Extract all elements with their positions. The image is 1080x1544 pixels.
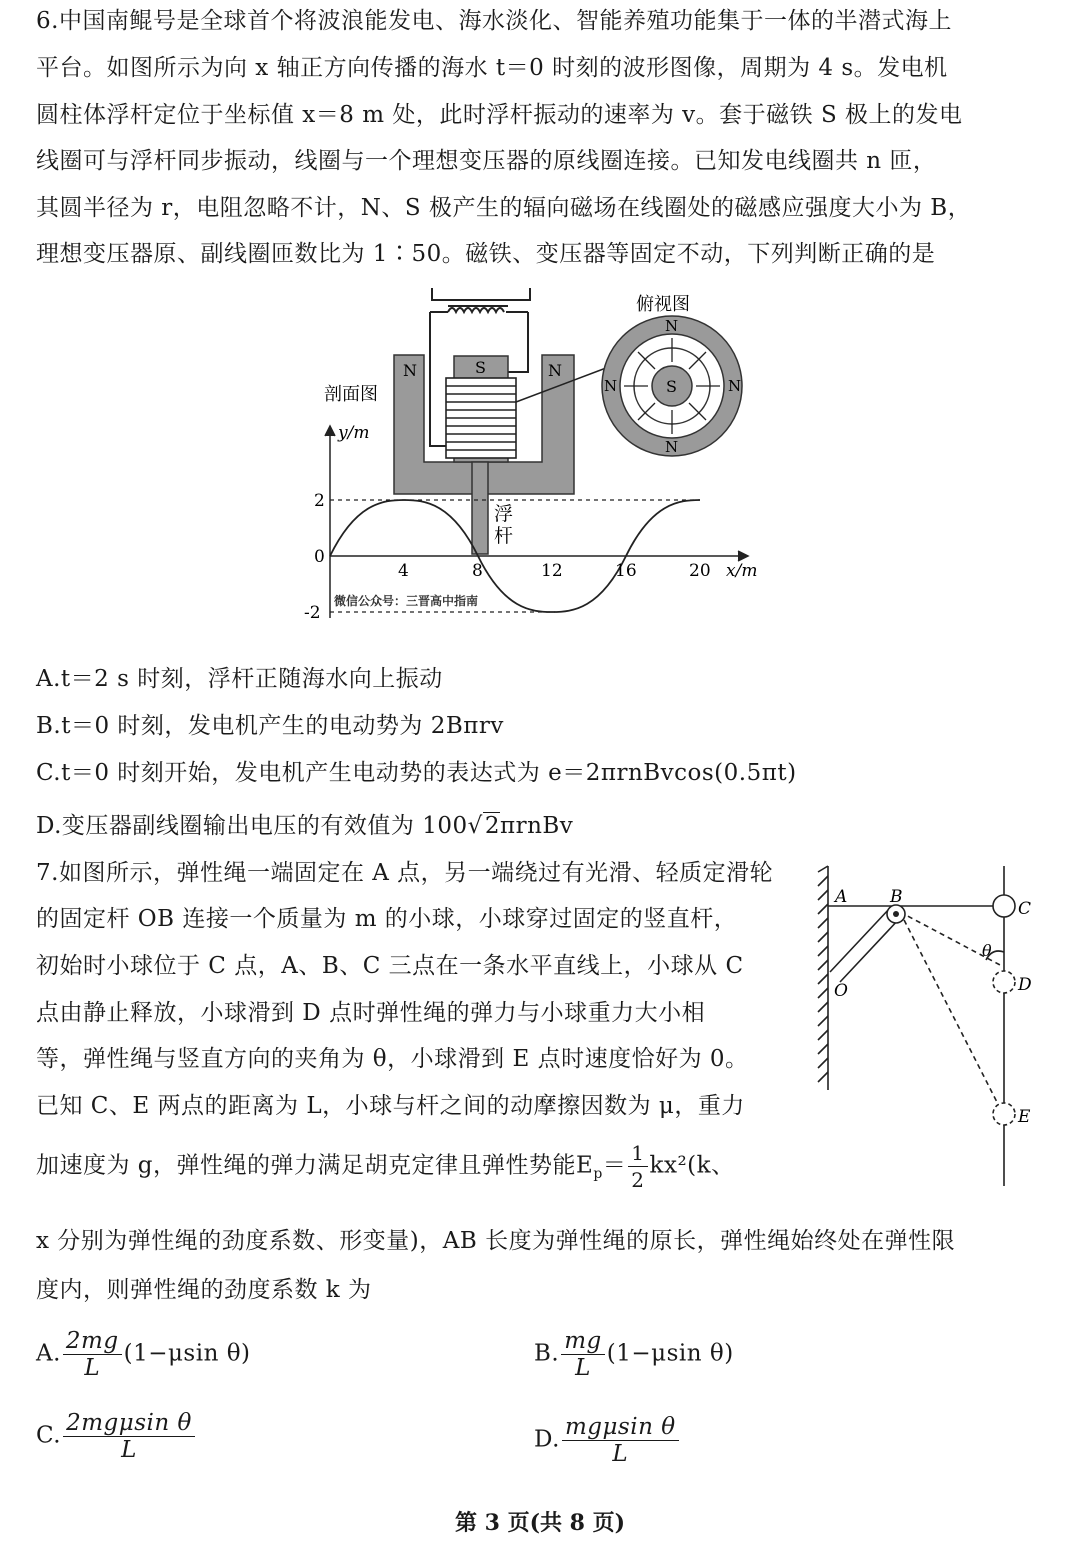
q6-option-a: A.t＝2 s 时刻，浮杆正随海水向上振动 — [36, 666, 443, 692]
pole-s-center: S — [475, 358, 486, 377]
q7-option-a-label: A. — [36, 1340, 61, 1367]
q7-line-7-prefix: 加速度为 g，弹性绳的弹力满足胡克定律且弹性势能E — [36, 1152, 594, 1179]
q7-line-8: x 分别为弹性绳的劲度系数、形变量)，AB 长度为弹性绳的原长，弹性绳始终处在弹性限 — [36, 1228, 956, 1254]
point-d-label: D — [1018, 975, 1032, 995]
q6-line-5: 其圆半径为 r，电阻忽略不计，N、S 极产生的辐向磁场在线圈处的磁感应强度大小为 B， — [36, 195, 972, 221]
watermark: 微信公众号：三晋高中指南 — [334, 594, 479, 608]
q7-option-d-fraction — [562, 1414, 679, 1467]
pole-n-left: N — [403, 361, 417, 380]
q6-line-6: 理想变压器原、副线圈匝数比为 1∶50。磁铁、变压器等固定不动，下列判断正确的是 — [36, 241, 936, 267]
point-e-label: E — [1018, 1107, 1031, 1127]
page-footer: 第 3 页(共 8 页) — [454, 1510, 626, 1536]
float-label-1: 浮 — [494, 503, 514, 525]
q7-option-d-den: L — [612, 1441, 629, 1467]
q7-line-5: 等，弹性绳与竖直方向的夹角为 θ，小球滑到 E 点时速度恰好为 0。 — [36, 1046, 749, 1072]
x-tick-4: 4 — [398, 561, 409, 581]
top-view-pole-n-top: N — [665, 317, 679, 335]
q7-option-c — [36, 1410, 197, 1463]
q7-option-b-label: B. — [534, 1340, 560, 1367]
q7-line-6: 已知 C、E 两点的距离为 L，小球与杆之间的动摩擦因数为 μ，重力 — [36, 1093, 745, 1119]
q7-line-9: 度内，则弹性绳的劲度系数 k 为 — [36, 1277, 372, 1303]
q7-figure — [812, 860, 1052, 1190]
theta-label: θ — [982, 941, 992, 960]
q7-option-a-fraction — [63, 1328, 122, 1381]
q7-line-4: 点由静止释放，小球滑到 D 点时弹性绳的弹力与小球重力大小相 — [36, 1000, 706, 1026]
x-tick-12: 12 — [541, 561, 563, 581]
q7-line-1: 7.如图所示，弹性绳一端固定在 A 点，另一端绕过有光滑、轻质定滑轮 — [36, 860, 774, 886]
top-view-pole-n-bottom: N — [665, 438, 679, 456]
x-axis-label: x/m — [726, 561, 758, 581]
q7-half-num: 1 — [628, 1140, 647, 1167]
q6-option-d-radicand: 2 — [484, 813, 500, 839]
q7-option-d-label: D. — [534, 1426, 560, 1453]
q7-half-fraction — [628, 1140, 647, 1193]
q7-line-7 — [36, 1140, 735, 1193]
point-a-label: A — [835, 887, 848, 907]
q7-option-a-tail: (1−μsin θ) — [123, 1340, 251, 1367]
q7-option-d-num: mgμsin θ — [562, 1414, 679, 1441]
q7-option-c-den: L — [121, 1437, 137, 1463]
q6-option-d — [36, 811, 573, 841]
q6-option-d-prefix: D.变压器副线圈输出电压的有效值为 100 — [36, 813, 468, 839]
q7-option-b-tail: (1−μsin θ) — [606, 1340, 734, 1367]
y-axis-label: y/m — [338, 423, 370, 443]
q6-line-1: 6.中国南鲲号是全球首个将波浪能发电、海水淡化、智能养殖功能集于一体的半潜式海上 — [36, 8, 952, 34]
q6-line-2: 平台。如图所示为向 x 轴正方向传播的海水 t＝0 时刻的波形图像，周期为 4 s。发电机 — [36, 55, 948, 81]
q7-option-d — [534, 1414, 681, 1467]
x-tick-20: 20 — [689, 561, 711, 581]
top-view-pole-n-right: N — [728, 377, 742, 395]
sqrt-sign: √ — [467, 813, 483, 839]
top-view-label: 俯视图 — [636, 294, 690, 315]
coil-icon — [446, 378, 516, 458]
q7-line-3: 初始时小球位于 C 点，A、B、C 三点在一条水平直线上，小球从 C — [36, 953, 744, 979]
q7-option-a-den: L — [84, 1355, 101, 1381]
q7-option-b-fraction — [561, 1328, 605, 1381]
y-tick-0: 0 — [314, 547, 325, 567]
top-view-pole-s: S — [666, 377, 677, 396]
point-c-label: C — [1018, 899, 1032, 919]
q6-figure — [300, 282, 780, 627]
pole-n-right: N — [548, 361, 562, 380]
q7-equals: ＝ — [602, 1152, 627, 1179]
q7-option-c-num: 2mgμsin θ — [63, 1410, 195, 1437]
q7-option-a-num: 2mg — [63, 1328, 122, 1355]
q7-ep-subscript: p — [593, 1166, 603, 1183]
x-tick-16: 16 — [615, 561, 637, 581]
top-view-pole-n-left: N — [604, 377, 618, 395]
q7-option-b-num: mg — [561, 1328, 605, 1355]
q6-option-c: C.t＝0 时刻开始，发电机产生电动势的表达式为 e＝2πrnBvcos(0.5πt) — [36, 760, 797, 786]
q6-line-3: 圆柱体浮杆定位于坐标值 x＝8 m 处，此时浮杆振动的速率为 v。套于磁铁 S 极上的发电 — [36, 102, 963, 128]
q7-half-den: 2 — [631, 1168, 645, 1192]
q7-option-b-den: L — [575, 1355, 591, 1381]
section-view-label: 剖面图 — [324, 384, 378, 405]
point-b-label: B — [890, 887, 903, 907]
float-label-2: 杆 — [494, 525, 514, 547]
q7-option-a — [36, 1328, 251, 1381]
y-tick-neg2: -2 — [304, 603, 321, 623]
q6-option-b: B.t＝0 时刻，发电机产生的电动势为 2Bπrv — [36, 713, 504, 739]
q7-option-c-label: C. — [36, 1422, 62, 1449]
y-tick-2: 2 — [314, 491, 325, 511]
q7-line-7-suffix: kx²(k、 — [649, 1152, 735, 1179]
q7-option-b — [534, 1328, 734, 1381]
q7-line-2: 的固定杆 OB 连接一个质量为 m 的小球，小球穿过固定的竖直杆， — [36, 906, 738, 932]
x-tick-8: 8 — [472, 561, 483, 581]
q7-option-c-fraction — [63, 1410, 195, 1463]
point-o-label: O — [834, 981, 848, 1001]
q6-option-d-suffix: πrnBv — [499, 813, 574, 839]
q6-line-4: 线圈可与浮杆同步振动，线圈与一个理想变压器的原线圈连接。已知发电线圈共 n 匝， — [36, 148, 937, 174]
